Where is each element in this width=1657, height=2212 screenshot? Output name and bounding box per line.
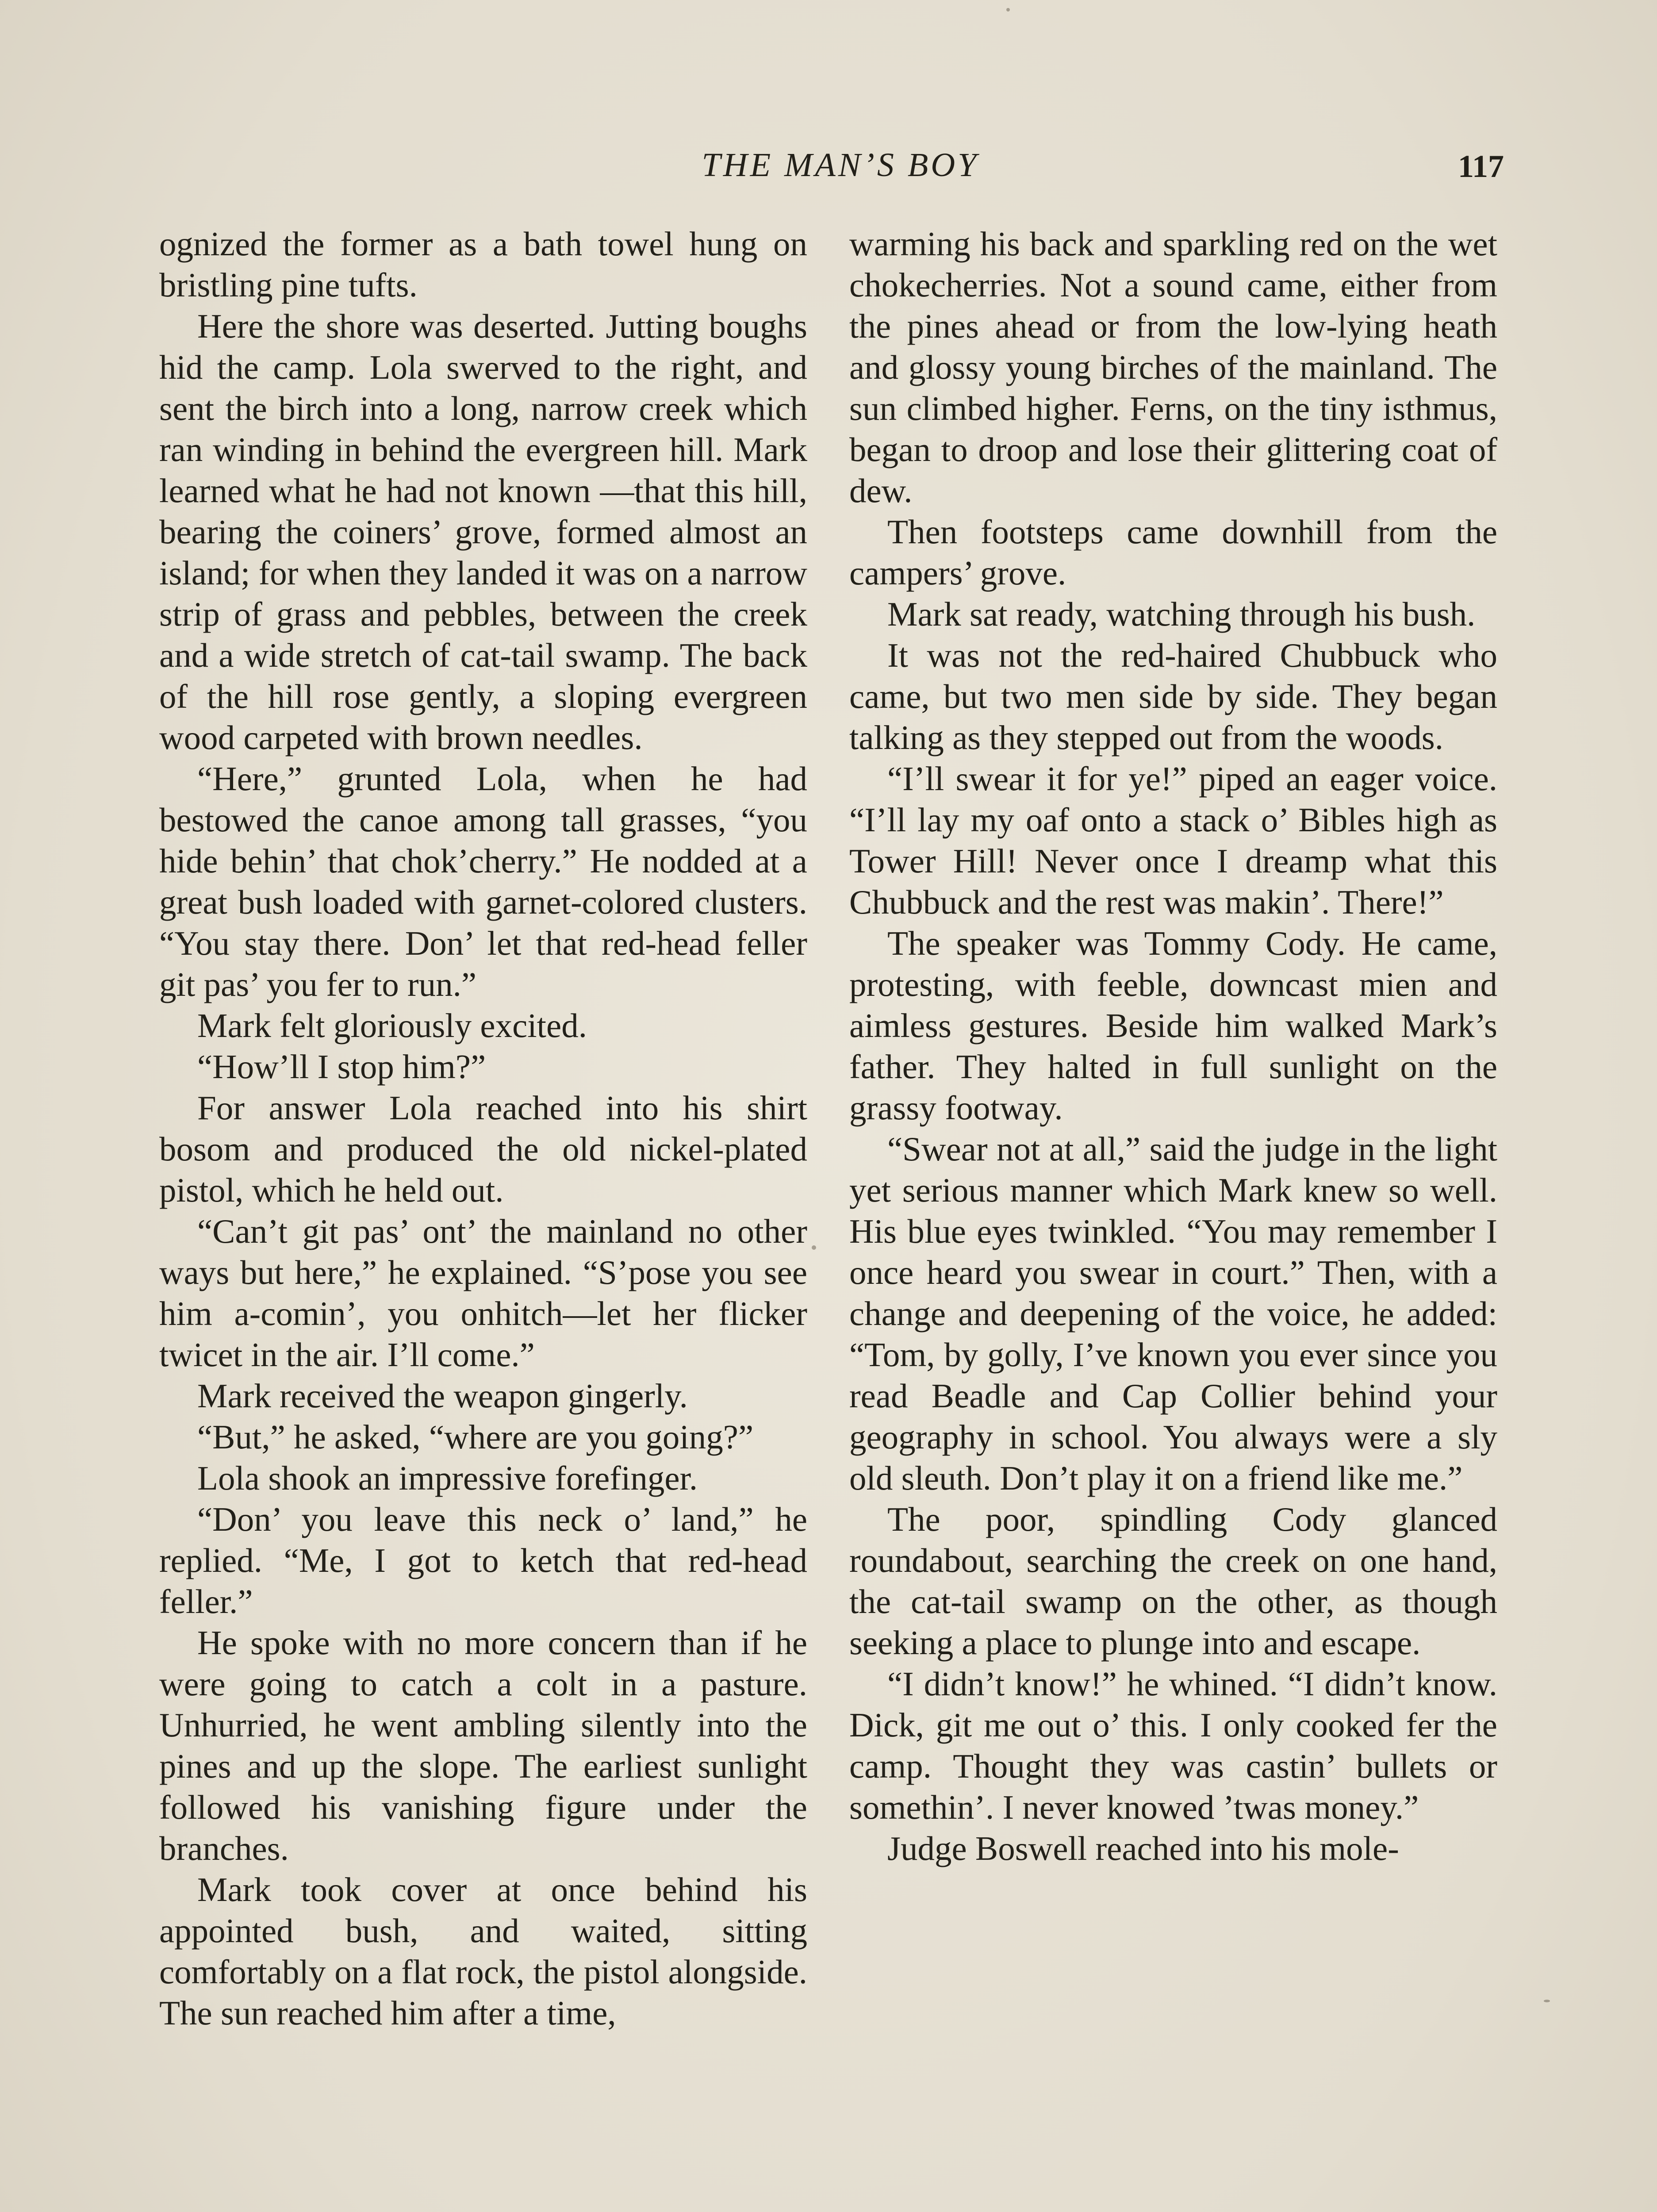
right-column xyxy=(849,223,1497,1869)
paragraph: warming his back and sparkling red on the wet chokecherries. Not a sound came, either from the pines ahead or from the low-lying heath and glossy young birches of the mainland. The sun climbed higher. Ferns, on the tiny isthmus, began to droop and lose their glittering coat of dew. xyxy=(849,225,1497,510)
left-column xyxy=(159,223,807,2034)
paragraph: “Can’t git pas’ ont’ the mainland no other ways but here,” he explained. “S’pose you see him a-comin’, you onhitch—let her flicker twicet in the air. I’ll come.” xyxy=(159,1212,807,1374)
paragraph: “I’ll swear it for ye!” piped an eager voice. “I’ll lay my oaf onto a stack o’ Bibles high as Tower Hill! Never once I dreamp what this Chubbuck and the rest was makin’. There!” xyxy=(849,760,1497,921)
paragraph: Lola shook an impressive forefinger. xyxy=(197,1459,698,1497)
paper-speck xyxy=(1544,2000,1550,2002)
paragraph: ognized the former as a bath towel hung on bristling pine tufts. xyxy=(159,225,807,304)
paragraph: Mark sat ready, watching through his bush. xyxy=(887,595,1476,633)
paragraph: Then footsteps came downhill from the campers’ grove. xyxy=(849,513,1497,592)
paragraph: Mark received the weapon gingerly. xyxy=(197,1377,688,1415)
paragraph: “But,” he asked, “where are you going?” xyxy=(197,1418,754,1456)
paragraph: The poor, spindling Cody glanced roundabout, searching the creek on one hand, the cat-tail swamp on the other, as though seeking a place to plunge into and escape. xyxy=(849,1500,1497,1662)
running-head: THE MAN’S BOY xyxy=(702,146,979,184)
paragraph: The speaker was Tommy Cody. He came, protesting, with feeble, downcast mien and aimless gestures. Beside him walked Mark’s father. They halted in full sunlight on the grassy footway. xyxy=(849,924,1497,1127)
paragraph: “Swear not at all,” said the judge in the light yet serious manner which Mark knew so well. His blue eyes twinkled. “You may remember I once heard you swear in court.” Then, with a change and deepening of the voice, he added: “Tom, by golly, I’ve known you ever since you read Beadle and Cap Collier behind your geography in school. You always were a sly old sleuth. Don’t play it on a friend like me.” xyxy=(849,1130,1497,1497)
paragraph: Here the shore was deserted. Jutting boughs hid the camp. Lola swerved to the right, and sent the birch into a long, narrow creek which ran winding in behind the evergreen hill. Mark learned what he had not known —that this hill, bearing the coiners’ grove, formed almost an island; for when they landed it was on a narrow strip of grass and pebbles, between the creek and a wide stretch of cat-tail swamp. The back of the hill rose gently, a sloping evergreen wood carpeted with brown needles. xyxy=(159,307,807,757)
paragraph: Mark felt gloriously excited. xyxy=(197,1006,587,1045)
paragraph: He spoke with no more concern than if he were going to catch a colt in a pasture. Unhurried, he went ambling silently into the pines and up the slope. The earliest sunlight followed his vanishing figure under the branches. xyxy=(159,1624,807,1867)
paper-speck xyxy=(812,1245,816,1250)
paragraph: It was not the red-haired Chubbuck who came, but two men side by side. They began talking as they stepped out from the woods. xyxy=(849,636,1497,757)
paragraph: “Don’ you leave this neck o’ land,” he replied. “Me, I got to ketch that red-head feller.” xyxy=(159,1500,807,1621)
paragraph: Mark took cover at once behind his appointed bush, and waited, sitting comfortably on a flat rock, the pistol alongside. The sun reached him after a time, xyxy=(159,1870,807,2032)
paragraph: For answer Lola reached into his shirt bosom and produced the old nickel-plated pistol, which he held out. xyxy=(159,1089,807,1209)
paragraph: “I didn’t know!” he whined. “I didn’t know. Dick, git me out o’ this. I only cooked fer the camp. Thought they was castin’ bullets or somethin’. I never knowed ’twas money.” xyxy=(849,1665,1497,1826)
paragraph: “Here,” grunted Lola, when he had bestowed the canoe among tall grasses, “you hide behin’ that chok’cherry.” He nodded at a great bush loaded with garnet-colored clusters. “You stay there. Don’ let that red-head feller git pas’ you fer to run.” xyxy=(159,760,807,1003)
paragraph: “How’ll I stop him?” xyxy=(197,1048,486,1086)
page-number: 117 xyxy=(1458,149,1504,184)
paper-speck xyxy=(1006,8,1010,12)
paragraph: Judge Boswell reached into his mole- xyxy=(887,1829,1399,1867)
